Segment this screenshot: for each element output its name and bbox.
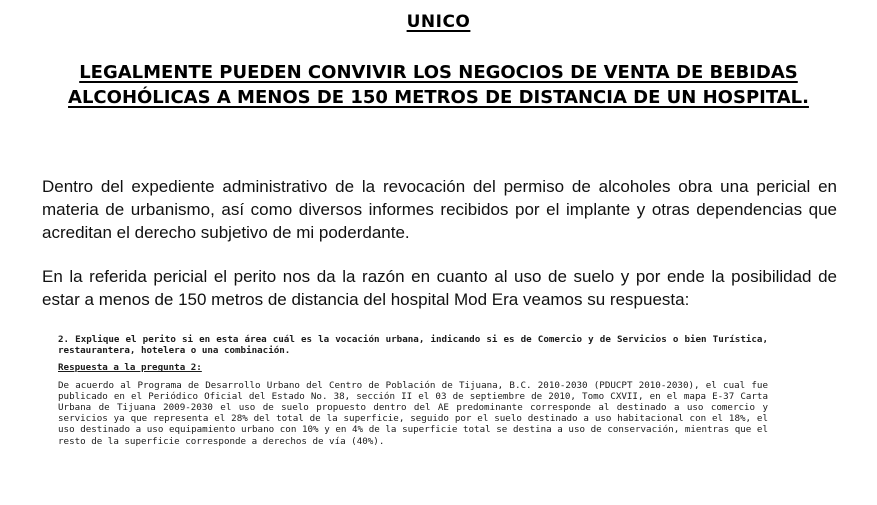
- paragraph-pericial: En la referida pericial el perito nos da la razón en cuanto al uso de suelo y por ende la posibilidad de estar a menos de 150 metros de distancia del hospital Mod Era veamos su respuesta:: [42, 267, 837, 309]
- paragraph-expediente: Dentro del expediente administrativo de la revocación del permiso de alcoholes obra una pericial en materia de urbanismo, así como diversos informes recibidos por el implante y otras dependencias que acreditan el derecho subjetivo de mi poderdante.: [42, 177, 837, 242]
- scanned-excerpt: [58, 334, 768, 494]
- section-heading: UNICO: [406, 12, 471, 32]
- excerpt-question: 2. Explique el perito si en esta área cuál es la vocación urbana, indicando si es de Comercio y de Servicios o bien Turística, restaurantera, hotelera o una combinación.: [58, 334, 768, 357]
- excerpt-response-label: Respuesta a la pregunta 2:: [58, 362, 202, 374]
- excerpt-answer: De acuerdo al Programa de Desarrollo Urbano del Centro de Población de Tijuana, B.C. 2010-2030 (PDUCPT 2010-2030), el cual fue publicado en el Periódico Oficial del Estado No. 38, sección II el 03 de septiembre de 2010, Tomo CXVII, en el mapa E-37 Carta Urbana de Tijuana 2009-2030 el uso de suelo propuesto dentro del AE predominante corresponde al destinado a uso comercio y servicios ya que representa el 28% del total de la superficie, seguido por el suelo destinado a uso habitacional con el 18%, el uso destinado a uso equipamiento urbano con 10% y en 4% de la superficie total se destina a uso de conservación, mientras que el resto de la superficie corresponde a derechos de vía (40%).: [58, 379, 768, 447]
- document-title: LEGALMENTE PUEDEN CONVIVIR LOS NEGOCIOS DE VENTA DE BEBIDAS ALCOHÓLICAS A MENOS DE 150 METROS DE DISTANCIA DE UN HOSPITAL.: [68, 62, 809, 108]
